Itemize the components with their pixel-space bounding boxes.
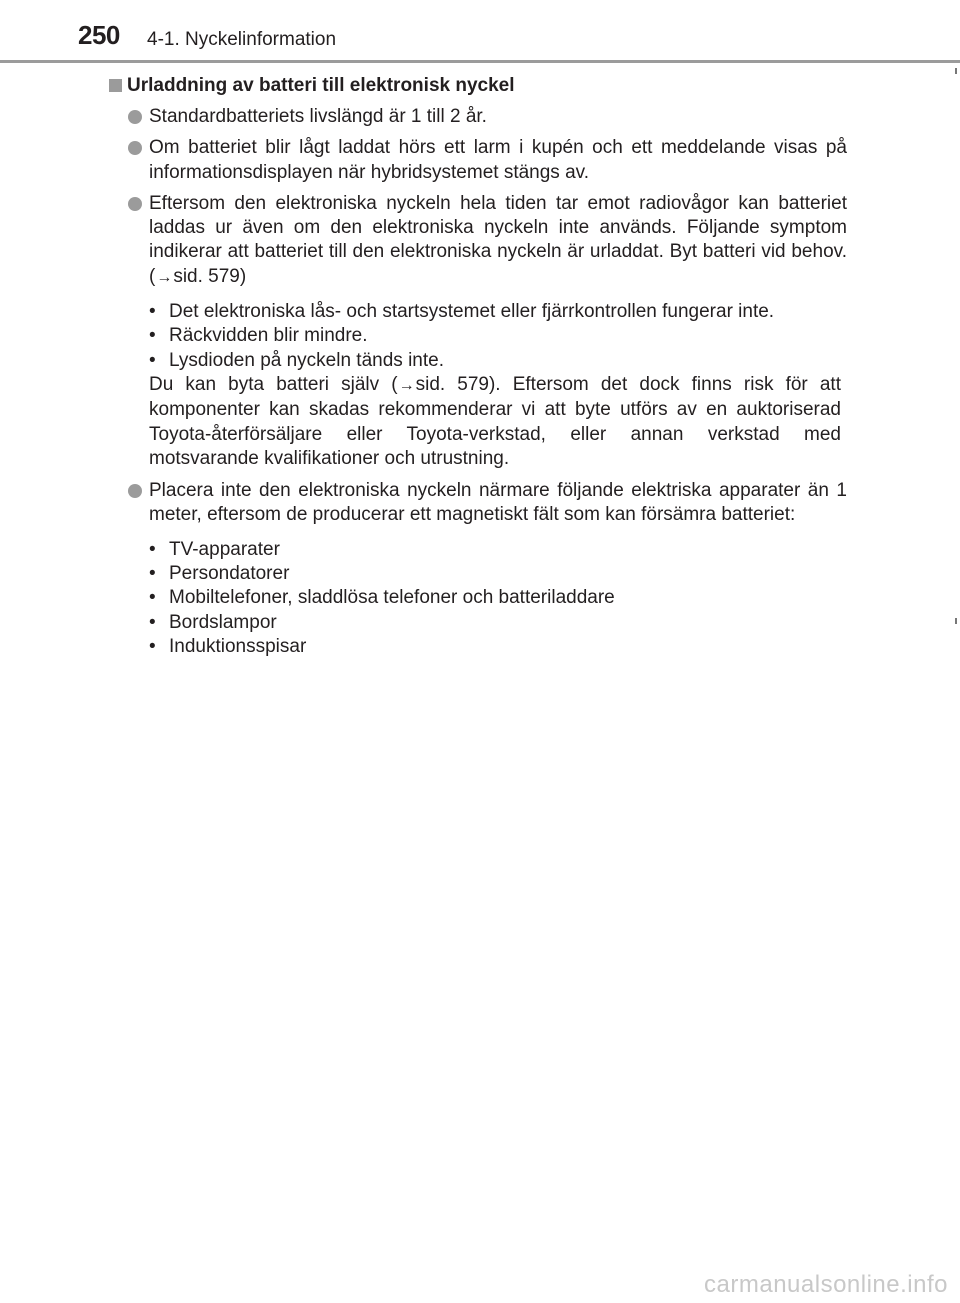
bullet-icon: • [149, 563, 156, 585]
bullet-icon: • [149, 349, 156, 371]
list-item-text: Placera inte den elektroniska nyckeln närmare följande elektriska apparater än 1 meter, eftersom de producerar ett magnetiskt fält som kan försämra batteriet: [149, 480, 847, 526]
list-item [109, 105, 847, 129]
bullet-item [149, 300, 841, 324]
bullet-icon: • [149, 635, 156, 657]
list-item [109, 479, 847, 528]
bullet-icon: • [149, 538, 156, 560]
crop-mark [955, 618, 957, 624]
bullet-icon: • [149, 611, 156, 633]
appliance-list [149, 538, 841, 659]
list-item-text: Standardbatteriets livslängd är 1 till 2 år. [149, 106, 487, 127]
bullet-icon: • [149, 587, 156, 609]
bullet-item [149, 611, 841, 635]
watermark: carmanualsonline.info [704, 1271, 948, 1298]
list-item [109, 192, 847, 290]
bullet-text: Bordslampor [169, 611, 277, 633]
section-heading-text: Urladdning av batteri till elektronisk nyckel [127, 75, 515, 96]
bullet-text: Räckvidden blir mindre. [169, 325, 368, 347]
page-reference: sid. 579) [173, 265, 247, 287]
list-item-text: Om batteriet blir lågt laddat hörs ett larm i kupén och ett meddelande visas på informationsdisplayen när hybridsystemet stängs av. [149, 137, 847, 183]
chapter-title: 4-1. Nyckelinformation [147, 29, 337, 50]
square-icon [109, 79, 122, 92]
note-text-part: Du kan byta batteri själv ( [149, 373, 398, 395]
crop-mark [955, 68, 957, 74]
bullet-item [149, 349, 841, 373]
main-content [109, 74, 847, 667]
bullet-item [149, 324, 841, 348]
bullet-text: Persondatorer [169, 563, 290, 585]
bullet-list [149, 538, 841, 659]
circle-icon [128, 484, 142, 498]
bullet-text: Induktionsspisar [169, 635, 307, 657]
bullet-item [149, 538, 841, 562]
note-text-part: sid. 579). Eftersom det dock finns risk för att komponenter kan skadas rekommenderar vi att byte utförs av en auktoriserad Toyota-återförsäljare eller Toyota-verkstad, eller annan verkstad med motsvarande kvalifikationer och utrustning. [149, 373, 841, 469]
bullet-text: Det elektroniska lås- och startsystemet eller fjärrkontrollen fungerar inte. [169, 301, 775, 323]
circle-icon [128, 141, 142, 155]
bullet-list [149, 300, 841, 373]
circle-icon [128, 197, 142, 211]
bullet-text: TV-apparater [169, 538, 280, 560]
arrow-right-icon: → [398, 376, 415, 394]
section-heading [109, 74, 847, 98]
header-divider [0, 60, 960, 63]
battery-note [149, 373, 841, 471]
list-item-text [149, 192, 847, 290]
bullet-item [149, 586, 841, 610]
bullet-icon: • [149, 325, 156, 347]
bullet-item [149, 635, 841, 659]
page-number: 250 [78, 20, 120, 50]
bullet-text: Lysdioden på nyckeln tänds inte. [169, 349, 444, 371]
bullet-icon: • [149, 301, 156, 323]
circle-icon [128, 110, 142, 124]
bullet-item [149, 562, 841, 586]
symptom-list [149, 300, 841, 471]
list-item-text-part: Eftersom den elektroniska nyckeln hela tiden tar emot radiovågor kan batteriet laddas ur även om den elektroniska nyckeln inte används. Följande symptom indikerar att batteriet till den elektroniska nyckeln är urladdat. Byt batteri vid behov. ( [149, 192, 847, 287]
list-item [109, 136, 847, 185]
arrow-right-icon: → [156, 268, 173, 286]
bullet-text: Mobiltelefoner, sladdlösa telefoner och batteriladdare [169, 587, 615, 609]
